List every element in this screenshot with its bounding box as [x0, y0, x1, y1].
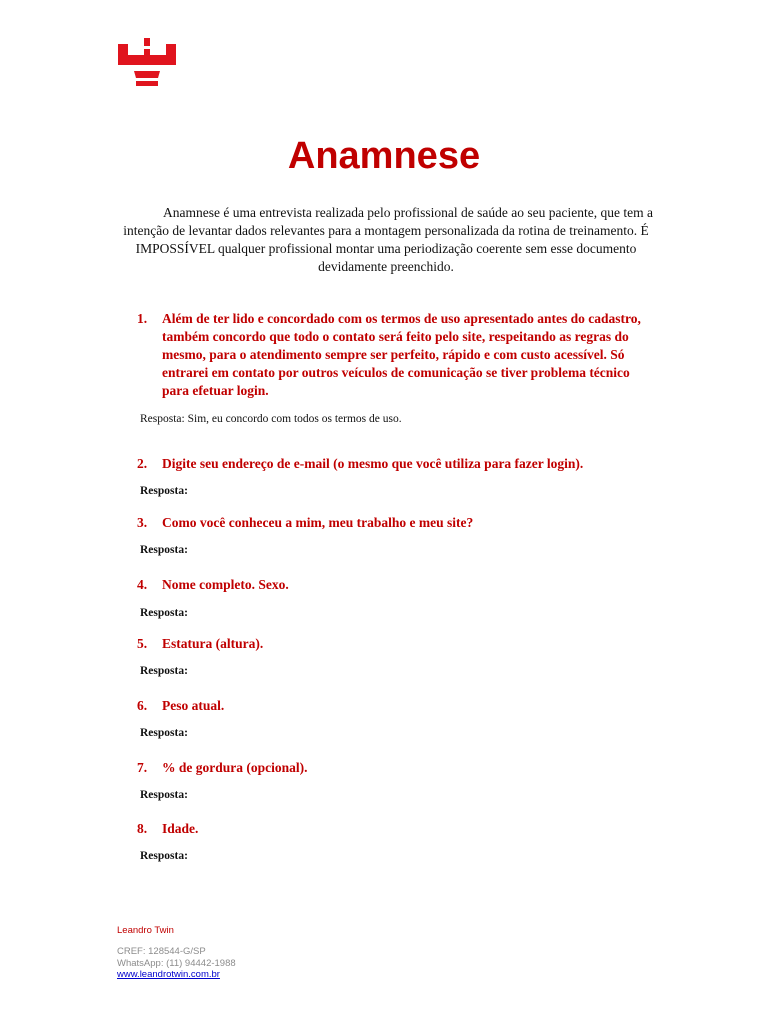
question-text: % de gordura (opcional). [162, 760, 308, 775]
question-text: Além de ter lido e concordado com os termos de uso apresentado antes do cadastro, também concordo que todo o contato será feito pelo site, respeitando as regras do mesmo, para o atendimento sempre ser perfeito, rápido e com custo acessível. Só entrarei em contato por outros veículos de comunicação se tiver problema técnico para efetuar login. [162, 311, 641, 398]
answer-label: Resposta: [140, 850, 188, 862]
question-number: 3. [137, 515, 148, 530]
document-title: Anamnese [287, 135, 481, 177]
question-number: 1. [137, 311, 148, 326]
answer-4[interactable] [140, 607, 188, 619]
question-text: Idade. [162, 821, 199, 836]
answer-value: Sim, eu concordo com todos os termos de uso. [187, 413, 402, 425]
answer-6[interactable] [140, 727, 188, 739]
footer-author-name: Leandro Twin [117, 925, 174, 936]
question-1 [137, 310, 657, 400]
footer-website-link[interactable]: www.leandrotwin.com.br [117, 969, 220, 980]
question-5 [137, 635, 657, 653]
brand-logo [118, 38, 176, 86]
footer-whatsapp: WhatsApp: (11) 94442-1988 [117, 958, 236, 969]
question-number: 2. [137, 456, 148, 471]
question-7 [137, 759, 657, 777]
question-text: Como você conheceu a mim, meu trabalho e meu site? [162, 515, 474, 530]
answer-label: Resposta: [140, 665, 188, 677]
question-6 [137, 697, 657, 715]
question-number: 4. [137, 577, 148, 592]
intro-text: Anamnese é uma entrevista realizada pelo profissional de saúde ao seu paciente, que tem a intenção de levantar dados relevantes para a montagem personalizada da rotina de treinamento. É IMPOSSÍVEL qualquer profissional montar uma periodização coerente sem esse documento devidamente preenchido. [123, 205, 653, 274]
answer-8[interactable] [140, 850, 188, 862]
answer-1[interactable] [140, 413, 402, 425]
question-4 [137, 576, 657, 594]
question-3 [137, 514, 657, 532]
answer-5[interactable] [140, 665, 188, 677]
answer-label: Resposta: [140, 485, 188, 497]
answer-7[interactable] [140, 789, 188, 801]
question-text: Digite seu endereço de e-mail (o mesmo que você utiliza para fazer login). [162, 456, 584, 471]
question-text: Nome completo. Sexo. [162, 577, 289, 592]
question-number: 7. [137, 760, 148, 775]
question-number: 5. [137, 636, 148, 651]
question-number: 8. [137, 821, 148, 836]
answer-label: Resposta: [140, 413, 185, 425]
answer-label: Resposta: [140, 544, 188, 556]
question-2 [137, 455, 657, 473]
footer-cref: CREF: 128544-G/SP [117, 946, 206, 957]
answer-label: Resposta: [140, 789, 188, 801]
answer-label: Resposta: [140, 727, 188, 739]
question-8 [137, 820, 657, 838]
question-text: Estatura (altura). [162, 636, 264, 651]
answer-3[interactable] [140, 544, 188, 556]
question-number: 6. [137, 698, 148, 713]
intro-paragraph [118, 204, 654, 276]
answer-2[interactable] [140, 485, 188, 497]
question-text: Peso atual. [162, 698, 225, 713]
answer-label: Resposta: [140, 607, 188, 619]
